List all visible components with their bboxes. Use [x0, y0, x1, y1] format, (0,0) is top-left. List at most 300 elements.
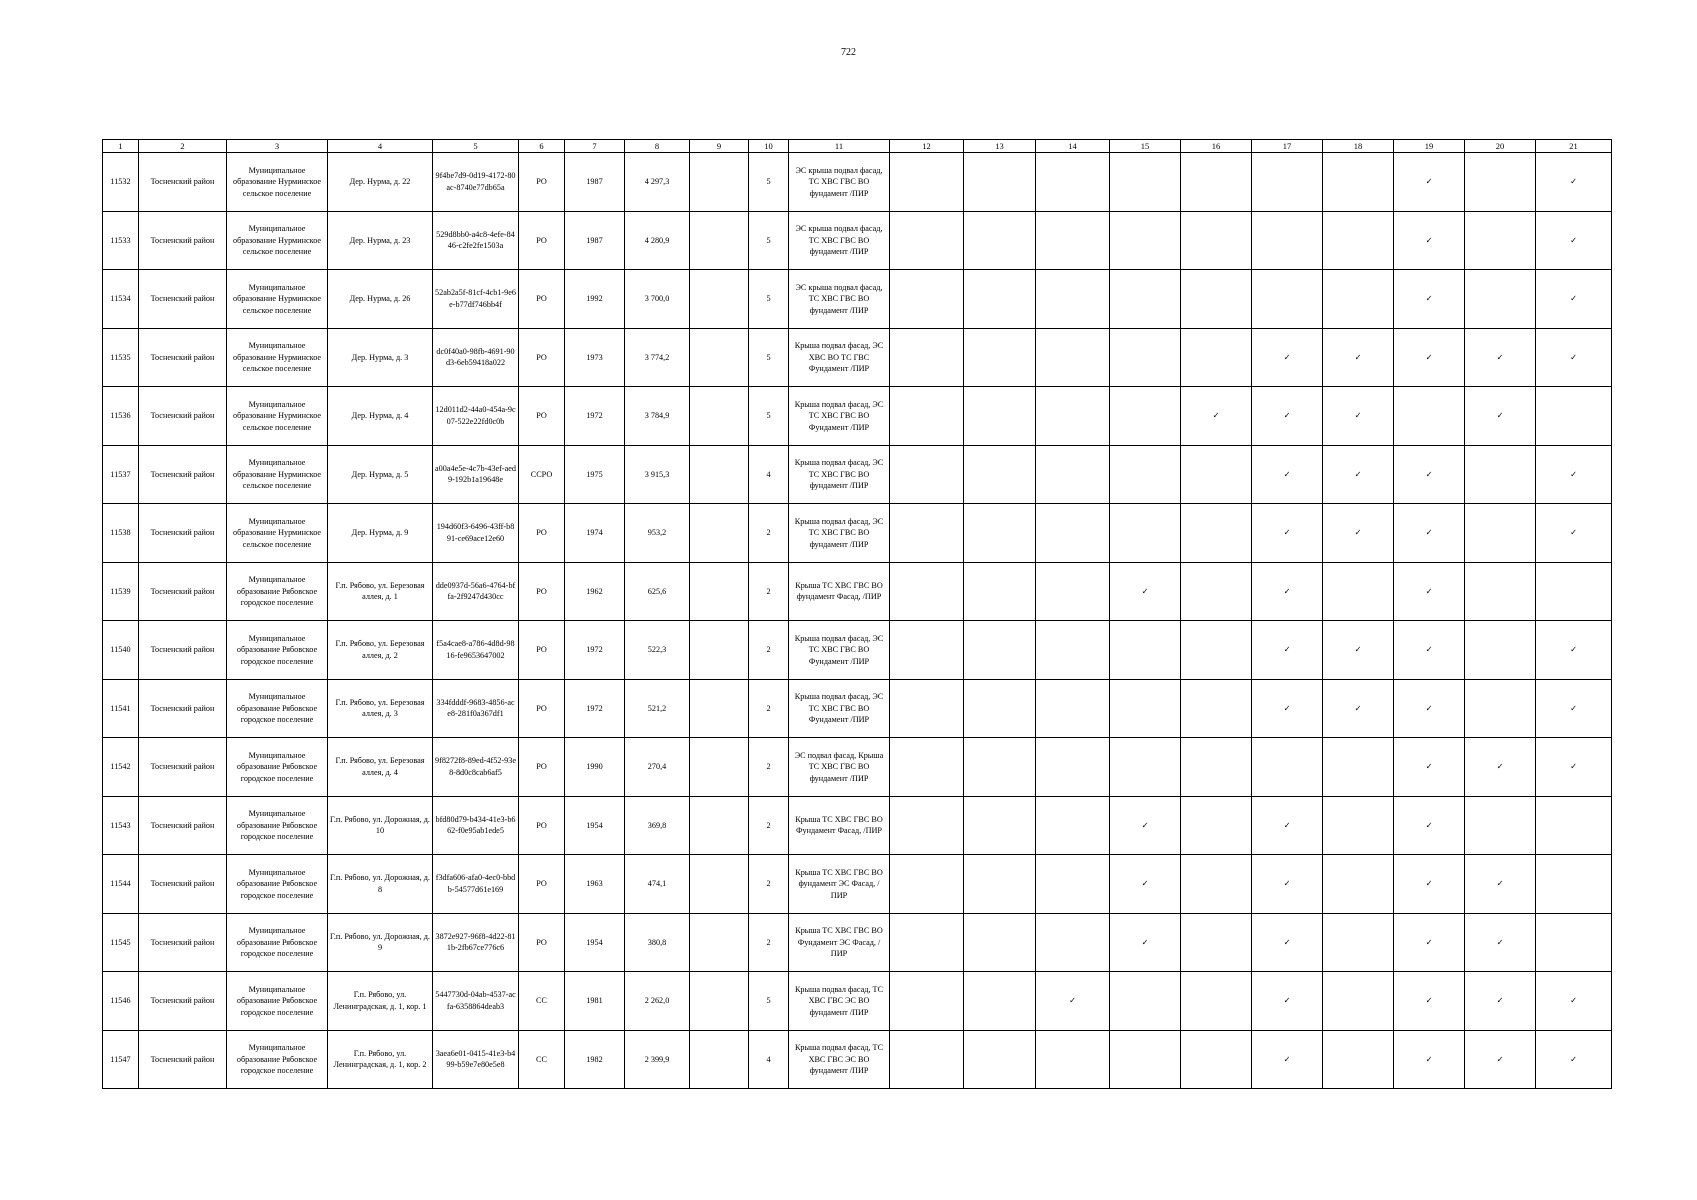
works-list-cell: ЭС крыша подвал фасад, ТС ХВС ГВС ВО фундамент /ПИР	[789, 153, 890, 212]
building-uuid-cell: bfd80d79-b434-41e3-b662-f0e95ab1ede5	[433, 796, 519, 855]
checkmark-icon: ✓	[1394, 1030, 1465, 1089]
checkmark-icon: ✓	[1252, 504, 1323, 563]
address-cell: Г.п. Рябово, ул. Дорожная, д. 10	[328, 796, 433, 855]
municipality-cell: Муниципальное образование Рябовское городское поселение	[227, 972, 328, 1031]
build-year-cell: 1987	[565, 211, 625, 270]
empty-work-cell	[1181, 738, 1252, 797]
municipality-cell: Муниципальное образование Рябовское городское поселение	[227, 562, 328, 621]
empty-work-cell	[1036, 621, 1110, 680]
floors-cell: 2	[749, 855, 789, 914]
column-9-cell	[690, 621, 749, 680]
checkmark-icon: ✓	[1252, 621, 1323, 680]
checkmark-icon: ✓	[1110, 913, 1181, 972]
build-year-cell: 1992	[565, 270, 625, 329]
floors-cell: 5	[749, 211, 789, 270]
empty-work-cell	[1323, 211, 1394, 270]
checkmark-icon: ✓	[1394, 211, 1465, 270]
table-row	[103, 913, 1612, 972]
area-cell: 270,4	[625, 738, 690, 797]
empty-work-cell	[1036, 270, 1110, 329]
municipality-cell: Муниципальное образование Рябовское городское поселение	[227, 679, 328, 738]
building-uuid-cell: dc0f40a0-98fb-4691-90d3-6eb59418a022	[433, 328, 519, 387]
empty-work-cell	[1110, 504, 1181, 563]
building-uuid-cell: 9f8272f8-89ed-4f52-93e8-8d0c8cab6af5	[433, 738, 519, 797]
empty-work-cell	[1036, 211, 1110, 270]
empty-work-cell	[890, 796, 964, 855]
building-uuid-cell: dde0937d-56a6-4764-bffa-2f9247d430cc	[433, 562, 519, 621]
address-cell: Дер. Нурма, д. 4	[328, 387, 433, 446]
checkmark-icon: ✓	[1465, 387, 1536, 446]
checkmark-icon: ✓	[1394, 738, 1465, 797]
empty-work-cell	[1181, 855, 1252, 914]
floors-cell: 2	[749, 679, 789, 738]
empty-work-cell	[890, 738, 964, 797]
address-cell: Г.п. Рябово, ул. Ленинградская, д. 1, кор. 1	[328, 972, 433, 1031]
building-uuid-cell: 334fdddf-9683-4856-ace8-281f0a367df1	[433, 679, 519, 738]
checkmark-icon: ✓	[1394, 445, 1465, 504]
empty-work-cell	[1036, 855, 1110, 914]
empty-work-cell	[964, 562, 1036, 621]
area-cell: 521,2	[625, 679, 690, 738]
checkmark-icon: ✓	[1323, 445, 1394, 504]
floors-cell: 2	[749, 504, 789, 563]
record-id-cell: 11532	[103, 153, 139, 212]
checkmark-icon: ✓	[1110, 562, 1181, 621]
address-cell: Г.п. Рябово, ул. Березовая аллея, д. 4	[328, 738, 433, 797]
column-header-15: 15	[1110, 140, 1181, 153]
works-list-cell: Крыша подвал фасад, ЭС ТС ХВС ГВС ВО Фундамент /ПИР	[789, 679, 890, 738]
empty-work-cell	[1181, 679, 1252, 738]
table-row	[103, 738, 1612, 797]
empty-work-cell	[1323, 562, 1394, 621]
address-cell: Г.п. Рябово, ул. Березовая аллея, д. 1	[328, 562, 433, 621]
record-id-cell: 11539	[103, 562, 139, 621]
table-row	[103, 796, 1612, 855]
building-uuid-cell: 52ab2a5f-81cf-4cb1-9e6e-b77df746bb4f	[433, 270, 519, 329]
works-list-cell: Крыша подвал фасад, ЭС ХВС ВО ТС ГВС Фундамент /ПИР	[789, 328, 890, 387]
column-9-cell	[690, 562, 749, 621]
record-id-cell: 11536	[103, 387, 139, 446]
building-uuid-cell: 3aea6e01-0415-41e3-b499-b59e7e80e5e8	[433, 1030, 519, 1089]
checkmark-icon: ✓	[1394, 562, 1465, 621]
district-cell: Тосненский район	[139, 913, 227, 972]
works-list-cell: Крыша подвал фасад, ТС ХВС ГВС ЭС ВО фундамент /ПИР	[789, 1030, 890, 1089]
empty-work-cell	[1181, 270, 1252, 329]
empty-work-cell	[890, 504, 964, 563]
fund-form-cell: РО	[519, 211, 565, 270]
district-cell: Тосненский район	[139, 153, 227, 212]
fund-form-cell: СС	[519, 1030, 565, 1089]
municipality-cell: Муниципальное образование Нурминское сельское поселение	[227, 445, 328, 504]
checkmark-icon: ✓	[1394, 679, 1465, 738]
empty-work-cell	[890, 445, 964, 504]
column-9-cell	[690, 972, 749, 1031]
empty-work-cell	[1036, 1030, 1110, 1089]
municipality-cell: Муниципальное образование Рябовское городское поселение	[227, 738, 328, 797]
build-year-cell: 1974	[565, 504, 625, 563]
empty-work-cell	[1181, 562, 1252, 621]
column-9-cell	[690, 855, 749, 914]
record-id-cell: 11546	[103, 972, 139, 1031]
works-list-cell: Крыша подвал фасад, ЭС ТС ХВС ГВС ВО фундамент /ПИР	[789, 445, 890, 504]
empty-work-cell	[890, 153, 964, 212]
empty-work-cell	[890, 855, 964, 914]
column-header-5: 5	[433, 140, 519, 153]
empty-work-cell	[1110, 621, 1181, 680]
building-uuid-cell: 9f4be7d9-0d19-4172-80ac-8740e77db65a	[433, 153, 519, 212]
table-body	[103, 153, 1612, 1089]
checkmark-icon: ✓	[1181, 387, 1252, 446]
checkmark-icon: ✓	[1536, 679, 1612, 738]
checkmark-icon: ✓	[1252, 328, 1323, 387]
table-row	[103, 562, 1612, 621]
empty-work-cell	[1323, 153, 1394, 212]
column-header-11: 11	[789, 140, 890, 153]
column-header-2: 2	[139, 140, 227, 153]
record-id-cell: 11533	[103, 211, 139, 270]
empty-work-cell	[1110, 328, 1181, 387]
build-year-cell: 1981	[565, 972, 625, 1031]
empty-work-cell	[1036, 679, 1110, 738]
district-cell: Тосненский район	[139, 562, 227, 621]
checkmark-icon: ✓	[1465, 972, 1536, 1031]
district-cell: Тосненский район	[139, 387, 227, 446]
area-cell: 369,8	[625, 796, 690, 855]
area-cell: 3 774,2	[625, 328, 690, 387]
empty-work-cell	[1181, 445, 1252, 504]
area-cell: 2 399,9	[625, 1030, 690, 1089]
checkmark-icon: ✓	[1394, 972, 1465, 1031]
municipality-cell: Муниципальное образование Рябовское городское поселение	[227, 621, 328, 680]
municipality-cell: Муниципальное образование Нурминское сельское поселение	[227, 211, 328, 270]
checkmark-icon: ✓	[1252, 855, 1323, 914]
build-year-cell: 1982	[565, 1030, 625, 1089]
checkmark-icon: ✓	[1252, 562, 1323, 621]
district-cell: Тосненский район	[139, 972, 227, 1031]
building-uuid-cell: f3dfa606-afa0-4ec0-bbdb-54577d61e169	[433, 855, 519, 914]
column-header-20: 20	[1465, 140, 1536, 153]
empty-work-cell	[1536, 796, 1612, 855]
empty-work-cell	[1036, 562, 1110, 621]
address-cell: Дер. Нурма, д. 3	[328, 328, 433, 387]
column-9-cell	[690, 504, 749, 563]
table-row	[103, 387, 1612, 446]
empty-work-cell	[1036, 504, 1110, 563]
checkmark-icon: ✓	[1394, 270, 1465, 329]
empty-work-cell	[1252, 738, 1323, 797]
table-row	[103, 855, 1612, 914]
empty-work-cell	[1036, 153, 1110, 212]
empty-work-cell	[964, 972, 1036, 1031]
fund-form-cell: РО	[519, 270, 565, 329]
empty-work-cell	[1181, 328, 1252, 387]
empty-work-cell	[1110, 153, 1181, 212]
area-cell: 474,1	[625, 855, 690, 914]
empty-work-cell	[1536, 387, 1612, 446]
checkmark-icon: ✓	[1465, 738, 1536, 797]
empty-work-cell	[1323, 270, 1394, 329]
empty-work-cell	[1536, 562, 1612, 621]
building-uuid-cell: 5447730d-04ab-4537-acfa-6358864deab3	[433, 972, 519, 1031]
fund-form-cell: РО	[519, 387, 565, 446]
build-year-cell: 1963	[565, 855, 625, 914]
empty-work-cell	[964, 153, 1036, 212]
record-id-cell: 11544	[103, 855, 139, 914]
checkmark-icon: ✓	[1536, 972, 1612, 1031]
column-header-6: 6	[519, 140, 565, 153]
works-list-cell: ЭС подвал фасад, Крыша ТС ХВС ГВС ВО фундамент /ПИР	[789, 738, 890, 797]
area-cell: 953,2	[625, 504, 690, 563]
column-header-9: 9	[690, 140, 749, 153]
works-list-cell: Крыша подвал фасад, ЭС ТС ХВС ГВС ВО фундамент /ПИР	[789, 504, 890, 563]
checkmark-icon: ✓	[1252, 387, 1323, 446]
table-row	[103, 1030, 1612, 1089]
building-uuid-cell: 529d8bb0-a4c8-4efe-8446-c2fe2fe1503a	[433, 211, 519, 270]
checkmark-icon: ✓	[1110, 796, 1181, 855]
fund-form-cell: РО	[519, 328, 565, 387]
empty-work-cell	[1465, 445, 1536, 504]
column-9-cell	[690, 387, 749, 446]
works-list-cell: Крыша подвал фасад, ТС ХВС ГВС ЭС ВО фундамент /ПИР	[789, 972, 890, 1031]
checkmark-icon: ✓	[1252, 445, 1323, 504]
fund-form-cell: ССРО	[519, 445, 565, 504]
column-9-cell	[690, 328, 749, 387]
fund-form-cell: РО	[519, 738, 565, 797]
empty-work-cell	[1465, 504, 1536, 563]
empty-work-cell	[1323, 913, 1394, 972]
empty-work-cell	[964, 738, 1036, 797]
checkmark-icon: ✓	[1252, 679, 1323, 738]
fund-form-cell: РО	[519, 562, 565, 621]
column-header-14: 14	[1036, 140, 1110, 153]
municipality-cell: Муниципальное образование Рябовское городское поселение	[227, 855, 328, 914]
column-number-header-row	[103, 140, 1612, 153]
table-row	[103, 679, 1612, 738]
column-header-8: 8	[625, 140, 690, 153]
district-cell: Тосненский район	[139, 328, 227, 387]
fund-form-cell: РО	[519, 153, 565, 212]
empty-work-cell	[1536, 855, 1612, 914]
municipality-cell: Муниципальное образование Рябовское городское поселение	[227, 796, 328, 855]
column-header-4: 4	[328, 140, 433, 153]
district-cell: Тосненский район	[139, 211, 227, 270]
district-cell: Тосненский район	[139, 738, 227, 797]
column-header-21: 21	[1536, 140, 1612, 153]
floors-cell: 5	[749, 972, 789, 1031]
empty-work-cell	[1036, 913, 1110, 972]
empty-work-cell	[1110, 679, 1181, 738]
empty-work-cell	[1465, 562, 1536, 621]
works-list-cell: Крыша ТС ХВС ГВС ВО фундамент ЭС Фасад, /ПИР	[789, 855, 890, 914]
build-year-cell: 1954	[565, 796, 625, 855]
empty-work-cell	[1036, 738, 1110, 797]
works-list-cell: Крыша ТС ХВС ГВС ВО фундамент Фасад, /ПИР	[789, 562, 890, 621]
checkmark-icon: ✓	[1536, 328, 1612, 387]
checkmark-icon: ✓	[1036, 972, 1110, 1031]
empty-work-cell	[890, 328, 964, 387]
checkmark-icon: ✓	[1252, 913, 1323, 972]
empty-work-cell	[964, 504, 1036, 563]
column-9-cell	[690, 211, 749, 270]
empty-work-cell	[1465, 270, 1536, 329]
empty-work-cell	[890, 679, 964, 738]
address-cell: Дер. Нурма, д. 22	[328, 153, 433, 212]
area-cell: 4 280,9	[625, 211, 690, 270]
record-id-cell: 11542	[103, 738, 139, 797]
address-cell: Дер. Нурма, д. 9	[328, 504, 433, 563]
record-id-cell: 11540	[103, 621, 139, 680]
empty-work-cell	[1110, 387, 1181, 446]
empty-work-cell	[1181, 1030, 1252, 1089]
floors-cell: 5	[749, 328, 789, 387]
checkmark-icon: ✓	[1252, 972, 1323, 1031]
column-header-1: 1	[103, 140, 139, 153]
floors-cell: 5	[749, 270, 789, 329]
empty-work-cell	[1323, 738, 1394, 797]
empty-work-cell	[890, 621, 964, 680]
empty-work-cell	[1110, 445, 1181, 504]
floors-cell: 2	[749, 738, 789, 797]
checkmark-icon: ✓	[1465, 855, 1536, 914]
empty-work-cell	[890, 972, 964, 1031]
checkmark-icon: ✓	[1110, 855, 1181, 914]
empty-work-cell	[890, 1030, 964, 1089]
empty-work-cell	[1323, 1030, 1394, 1089]
empty-work-cell	[964, 855, 1036, 914]
district-cell: Тосненский район	[139, 445, 227, 504]
column-header-17: 17	[1252, 140, 1323, 153]
district-cell: Тосненский район	[139, 855, 227, 914]
address-cell: Дер. Нурма, д. 5	[328, 445, 433, 504]
build-year-cell: 1972	[565, 621, 625, 680]
floors-cell: 2	[749, 562, 789, 621]
works-list-cell: Крыша ТС ХВС ГВС ВО Фундамент ЭС Фасад, /ПИР	[789, 913, 890, 972]
table-row	[103, 270, 1612, 329]
record-id-cell: 11538	[103, 504, 139, 563]
address-cell: Г.п. Рябово, ул. Березовая аллея, д. 3	[328, 679, 433, 738]
table-row	[103, 504, 1612, 563]
empty-work-cell	[1181, 796, 1252, 855]
empty-work-cell	[1110, 738, 1181, 797]
floors-cell: 2	[749, 621, 789, 680]
empty-work-cell	[890, 562, 964, 621]
checkmark-icon: ✓	[1394, 796, 1465, 855]
checkmark-icon: ✓	[1323, 328, 1394, 387]
district-cell: Тосненский район	[139, 796, 227, 855]
empty-work-cell	[1465, 679, 1536, 738]
column-9-cell	[690, 913, 749, 972]
empty-work-cell	[1036, 387, 1110, 446]
empty-work-cell	[890, 387, 964, 446]
empty-work-cell	[1323, 972, 1394, 1031]
checkmark-icon: ✓	[1323, 504, 1394, 563]
column-9-cell	[690, 796, 749, 855]
checkmark-icon: ✓	[1536, 621, 1612, 680]
empty-work-cell	[964, 211, 1036, 270]
record-id-cell: 11537	[103, 445, 139, 504]
empty-work-cell	[1252, 153, 1323, 212]
empty-work-cell	[1036, 445, 1110, 504]
building-uuid-cell: a00a4e5e-4c7b-43ef-aed9-192b1a19648e	[433, 445, 519, 504]
table-row	[103, 328, 1612, 387]
column-9-cell	[690, 679, 749, 738]
checkmark-icon: ✓	[1536, 738, 1612, 797]
table-row	[103, 153, 1612, 212]
empty-work-cell	[1181, 913, 1252, 972]
empty-work-cell	[1181, 621, 1252, 680]
empty-work-cell	[964, 445, 1036, 504]
empty-work-cell	[1252, 270, 1323, 329]
record-id-cell: 11547	[103, 1030, 139, 1089]
area-cell: 3 700,0	[625, 270, 690, 329]
column-header-12: 12	[890, 140, 964, 153]
build-year-cell: 1973	[565, 328, 625, 387]
floors-cell: 5	[749, 387, 789, 446]
district-cell: Тосненский район	[139, 504, 227, 563]
empty-work-cell	[1323, 855, 1394, 914]
checkmark-icon: ✓	[1323, 621, 1394, 680]
column-header-3: 3	[227, 140, 328, 153]
empty-work-cell	[1181, 972, 1252, 1031]
floors-cell: 5	[749, 153, 789, 212]
empty-work-cell	[1465, 153, 1536, 212]
checkmark-icon: ✓	[1323, 679, 1394, 738]
municipality-cell: Муниципальное образование Нурминское сельское поселение	[227, 387, 328, 446]
address-cell: Г.п. Рябово, ул. Березовая аллея, д. 2	[328, 621, 433, 680]
municipality-cell: Муниципальное образование Нурминское сельское поселение	[227, 270, 328, 329]
fund-form-cell: РО	[519, 855, 565, 914]
build-year-cell: 1954	[565, 913, 625, 972]
checkmark-icon: ✓	[1536, 504, 1612, 563]
area-cell: 625,6	[625, 562, 690, 621]
column-header-16: 16	[1181, 140, 1252, 153]
build-year-cell: 1972	[565, 679, 625, 738]
municipality-cell: Муниципальное образование Нурминское сельское поселение	[227, 504, 328, 563]
fund-form-cell: РО	[519, 621, 565, 680]
column-header-13: 13	[964, 140, 1036, 153]
record-id-cell: 11541	[103, 679, 139, 738]
empty-work-cell	[1110, 211, 1181, 270]
checkmark-icon: ✓	[1394, 855, 1465, 914]
empty-work-cell	[1181, 211, 1252, 270]
checkmark-icon: ✓	[1536, 1030, 1612, 1089]
checkmark-icon: ✓	[1394, 913, 1465, 972]
empty-work-cell	[964, 679, 1036, 738]
checkmark-icon: ✓	[1536, 445, 1612, 504]
municipality-cell: Муниципальное образование Рябовское городское поселение	[227, 913, 328, 972]
empty-work-cell	[964, 796, 1036, 855]
address-cell: Г.п. Рябово, ул. Дорожная, д. 8	[328, 855, 433, 914]
empty-work-cell	[1181, 504, 1252, 563]
empty-work-cell	[1252, 211, 1323, 270]
fund-form-cell: РО	[519, 679, 565, 738]
address-cell: Г.п. Рябово, ул. Дорожная, д. 9	[328, 913, 433, 972]
table-row	[103, 211, 1612, 270]
checkmark-icon: ✓	[1252, 796, 1323, 855]
works-list-cell: Крыша подвал фасад, ЭС ТС ХВС ГВС ВО Фундамент /ПИР	[789, 387, 890, 446]
column-9-cell	[690, 738, 749, 797]
building-uuid-cell: 3872e927-96f8-4d22-811b-2fb67ce776c6	[433, 913, 519, 972]
address-cell: Дер. Нурма, д. 26	[328, 270, 433, 329]
checkmark-icon: ✓	[1465, 913, 1536, 972]
column-9-cell	[690, 270, 749, 329]
works-list-cell: Крыша ТС ХВС ГВС ВО Фундамент Фасад, /ПИР	[789, 796, 890, 855]
empty-work-cell	[964, 387, 1036, 446]
checkmark-icon: ✓	[1252, 1030, 1323, 1089]
registry-table-wrapper	[102, 139, 1612, 1089]
empty-work-cell	[890, 270, 964, 329]
works-list-cell: ЭС крыша подвал фасад, ТС ХВС ГВС ВО фундамент /ПИР	[789, 211, 890, 270]
